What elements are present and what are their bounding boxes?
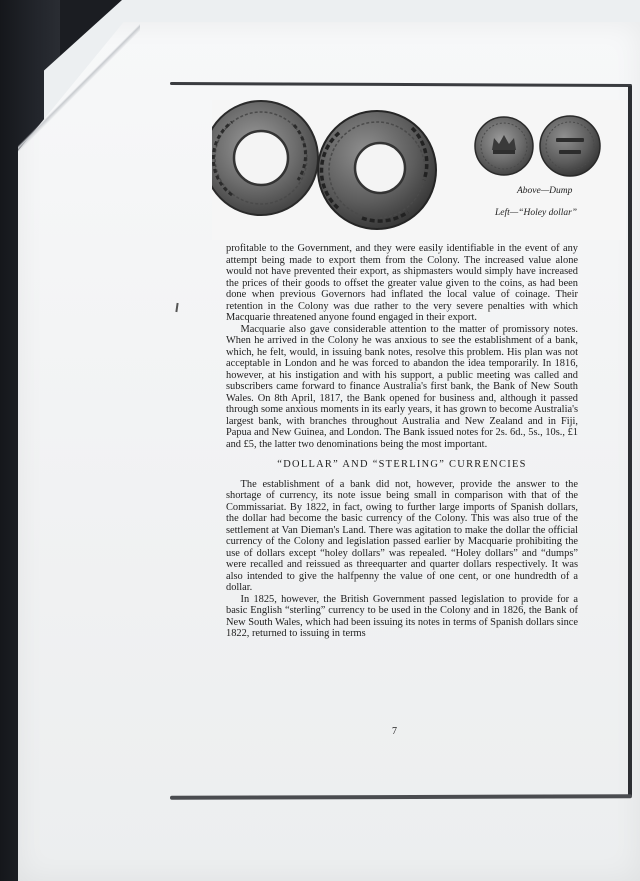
paragraph: In 1825, however, the British Government passed legislation to provide for a basic English “sterling” currency to be used in the Colony and in 1826, the Bank of New South Wales, which had been issuing its notes in terms of Spanish dollars since 1822, returned to issuing in terms	[226, 593, 578, 639]
coin-illustration	[212, 100, 626, 240]
caption-holey-dollar: Left—“Holey dollar”	[495, 208, 578, 218]
article-body	[226, 243, 578, 640]
caption-dump: Above—Dump	[517, 186, 573, 196]
section-heading: “DOLLAR” AND “STERLING” CURRENCIES	[277, 459, 527, 470]
paragraph: The establishment of a bank did not, however, provide the answer to the shortage of currency, its note issue being small in comparison with that of the Commissariat. By 1822, in fact, owing to further large imports of Spanish dollars, the dollar had become the basic currency of the Colony. This was also true of the settlement at Van Dieman's Land. There was agitation to make the dollar the official currency of the Colony and legislation passed earlier by Macquarie prohibiting the use of dollars except “holey dollars” was repealed. “Holey dollars” and “dumps” were recalled and reissued as threequarter and quarter dollars respectively. It was also intended to give the halfpenny the value of one cent, or one hundredth of a dollar.	[226, 478, 578, 593]
paragraph: Macquarie also gave considerable attention to the matter of promissory notes. When he arrived in the Colony he was anxious to see the establishment of a bank, which, he felt, would, in issuing bank notes, resolve this problem. His plan was not acceptable in London and he was forced to abandon the idea temporarily. In 1816, however, at his instigation and with his support, a public meeting was called and subscribers came forward to finance Australia's first bank, the Bank of New South Wales. On 8th April, 1817, the Bank opened for business and, although it passed through some anxious moments in its early years, it has grown to become Australia's largest bank, with branches throughout Australia and New Zealand and in Fiji, Papua and New Guinea, and London. The Bank issued notes for 2s. 6d., 5s., 10s., £1 and £5, the latter two denominations being the most important.	[226, 323, 578, 450]
dump-value-side	[540, 116, 600, 176]
holey-dollar-obverse	[212, 101, 318, 215]
dump-crown-side	[475, 117, 533, 175]
paragraph: profitable to the Government, and they were easily identifiable in the event of any attempt being made to export them from the Colony. The increased value alone would not have prevented their export, as shipmasters would simply have increased the prices of their goods to offset the greater value given to the coins, as had been done when previous Governors had inflated the local value of coinage. Their retention in the Colony was due rather to the very severe penalties with which Macquarie threatened anyone found engaged in their export.	[226, 243, 578, 323]
page-edge-right	[628, 86, 632, 796]
folded-corner	[18, 22, 140, 152]
holey-dollar-reverse	[318, 111, 436, 229]
coin-photograph	[212, 100, 626, 240]
page-number: 7	[392, 726, 397, 737]
